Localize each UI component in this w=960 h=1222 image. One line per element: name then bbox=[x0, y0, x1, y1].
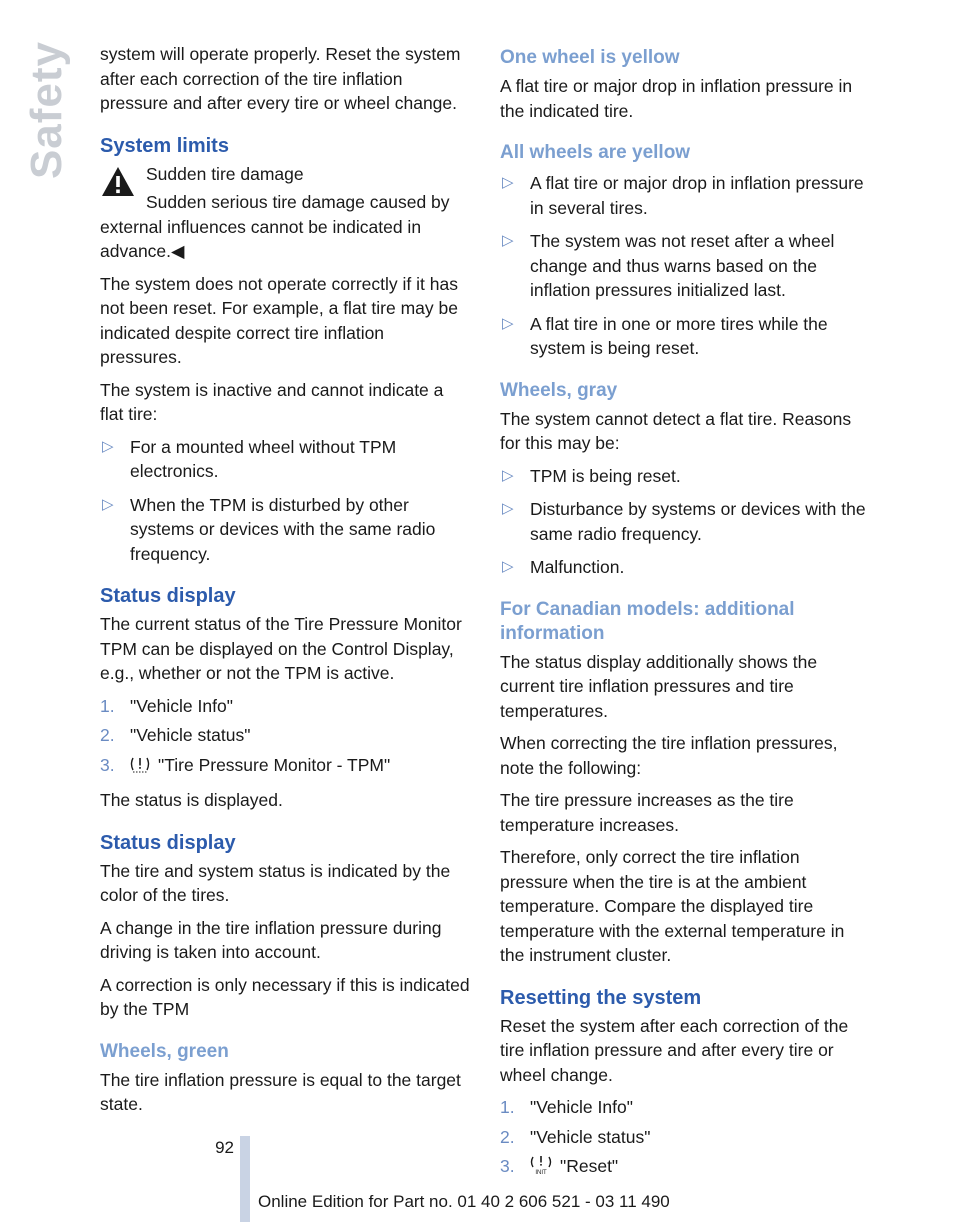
footer-edition-text: Online Edition for Part no. 01 40 2 606 521 - 03 11 490 bbox=[258, 1192, 670, 1211]
list-item: 3. "Tire Pressure Monitor - TPM" bbox=[100, 753, 470, 781]
wheels-green-p1: The tire inflation pressure is equal to the target state. bbox=[100, 1069, 461, 1114]
bullet-marker: ▷ bbox=[102, 437, 114, 455]
canadian-p1: The status display additionally shows the current tire inflation pressures and tire temperatures. bbox=[500, 651, 818, 721]
tire-pressure-icon bbox=[130, 756, 150, 781]
warning-body: Sudden serious tire damage caused by external influences cannot be indicated in advance.◀ bbox=[100, 192, 450, 261]
system-limits-p2: The system is inactive and cannot indicate a flat tire: bbox=[100, 379, 444, 424]
status-display-heading-1: Status display bbox=[100, 585, 236, 607]
canadian-models-heading: For Canadian models: additional information bbox=[500, 598, 795, 644]
intro-paragraph: system will operate properly. Reset the system after each correction of the tire inflation pressure and after every tire or wheel change. bbox=[100, 44, 461, 113]
resetting-steps bbox=[500, 1095, 870, 1182]
one-wheel-yellow-heading: One wheel is yellow bbox=[500, 47, 680, 68]
list-item: 3. INIT "Reset" bbox=[500, 1154, 870, 1182]
status-display-1-p2: The status is displayed. bbox=[100, 790, 283, 810]
status-display-2-p2: A change in the tire inflation pressure during driving is taken into account. bbox=[100, 917, 442, 962]
tire-pressure-reset-icon bbox=[530, 1155, 552, 1182]
warning-block bbox=[100, 162, 470, 264]
list-item: 2. "Vehicle status" bbox=[500, 1126, 651, 1147]
list-item: 1. "Vehicle Info" bbox=[500, 1097, 633, 1117]
warning-triangle-icon bbox=[100, 164, 136, 200]
list-item: ▷ Malfunction. bbox=[502, 557, 625, 577]
bullet-marker: ▷ bbox=[102, 495, 114, 513]
status-display-2-p1: The tire and system status is indicated by the color of the tires. bbox=[100, 860, 451, 905]
canadian-p2: When correcting the tire inflation pressures, note the following: bbox=[500, 733, 838, 778]
list-item: ▷ The system was not reset after a wheel change and thus warns based on the inflation pressures initialized last. bbox=[502, 231, 835, 300]
wheels-gray-p1: The system cannot detect a flat tire. Reasons for this may be: bbox=[500, 408, 852, 453]
wheels-gray-list bbox=[500, 464, 870, 580]
list-item: ▷ When the TPM is disturbed by other systems or devices with the same radio frequency. bbox=[102, 494, 436, 564]
all-wheels-yellow-heading: All wheels are yellow bbox=[500, 142, 691, 163]
right-column bbox=[500, 42, 870, 1190]
system-limits-list bbox=[100, 435, 470, 567]
canadian-p3: The tire pressure increases as the tire temperature increases. bbox=[500, 790, 794, 835]
status-display-steps bbox=[100, 694, 470, 781]
list-item: 1. "Vehicle Info" bbox=[100, 695, 233, 716]
wheels-green-heading: Wheels, green bbox=[100, 1040, 229, 1062]
resetting-heading: Resetting the system bbox=[500, 986, 702, 1009]
side-section-title: Safety bbox=[22, 40, 71, 180]
page-number: 92 bbox=[215, 1138, 234, 1157]
list-item: 2. "Vehicle status" bbox=[100, 725, 251, 745]
system-limits-p1: The system does not operate correctly if it has not been reset. For example, a flat tire may be indicated despite correct tire inflation pressures. bbox=[100, 273, 458, 367]
status-display-2-p3: A correction is only necessary if this is indicated by the TPM bbox=[100, 974, 470, 1019]
list-item: ▷ A flat tire or major drop in inflation pressure in several tires. bbox=[502, 173, 864, 218]
all-wheels-yellow-list bbox=[500, 171, 870, 361]
canadian-p4: Therefore, only correct the tire inflation pressure when the tire is at the ambient temperature. Compare the displayed tire temperature with the external temperature in the instrument cluster. bbox=[500, 847, 845, 965]
footer-accent-bar bbox=[240, 1136, 250, 1222]
list-item: ▷ For a mounted wheel without TPM electronics. bbox=[102, 436, 397, 481]
list-item: ▷ TPM is being reset. bbox=[502, 465, 681, 486]
left-column bbox=[100, 42, 470, 1125]
list-item: ▷ Disturbance by systems or devices with the same radio frequency. bbox=[502, 499, 866, 544]
status-display-heading-2: Status display bbox=[100, 831, 236, 854]
one-wheel-yellow-p1: A flat tire or major drop in inflation pressure in the indicated tire. bbox=[500, 76, 853, 121]
status-display-1-p1: The current status of the Tire Pressure Monitor TPM can be displayed on the Control Display, e.g., whether or not the TPM is active. bbox=[100, 614, 462, 683]
resetting-p1: Reset the system after each correction of the tire inflation pressure and after every tire or wheel change. bbox=[500, 1015, 849, 1085]
list-item: ▷ A flat tire in one or more tires while the system is being reset. bbox=[502, 313, 828, 358]
warning-title: Sudden tire damage bbox=[146, 163, 304, 184]
svg-text:INIT: INIT bbox=[535, 1170, 547, 1175]
system-limits-heading: System limits bbox=[100, 134, 229, 157]
wheels-gray-heading: Wheels, gray bbox=[500, 379, 618, 401]
